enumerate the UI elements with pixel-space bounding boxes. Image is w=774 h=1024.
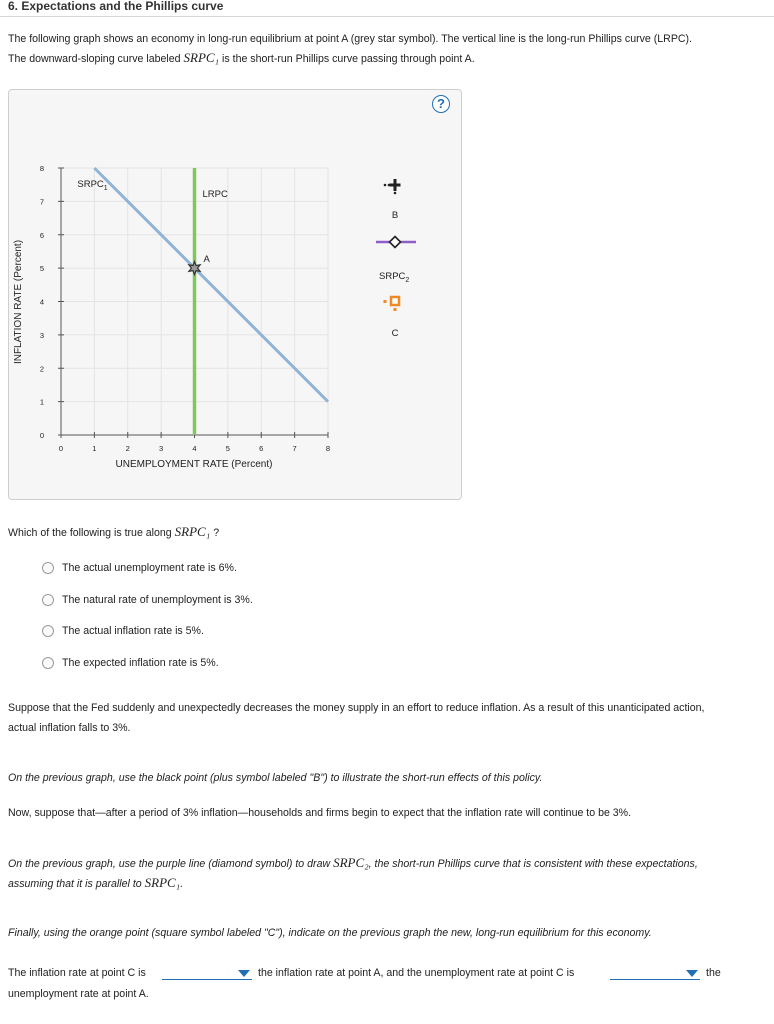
radio-option-4[interactable] [42,654,219,672]
instruction-2-pre: On the previous graph, use the purple line (diamond symbol) to draw [8,858,331,870]
radio-button[interactable] [42,562,54,574]
x-tick-label: 6 [259,444,264,453]
palette-c-dot-1 [384,300,387,303]
final-question-part-3: the [706,967,721,979]
instruction-2-math: SRPC₂ [333,855,369,870]
x-tick-label: 8 [325,444,331,453]
radio-option-label: The natural rate of unemployment is 3%. [62,594,253,606]
instruction-2-line-2-math: SRPC₁ [144,875,181,890]
chevron-down-icon [686,970,698,977]
palette-srpc2-text: SRPC [379,271,406,282]
question-math: SRPC₁ [174,524,211,539]
palette-b-label: B [391,210,399,221]
y-tick-label: 5 [39,264,44,274]
y-tick-label: 3 [39,330,44,340]
palette-srpc2-sub: 2 [405,277,410,284]
instruction-2-post: , the short-run Phillips curve that is consistent with these expectations, [368,858,698,870]
instruction-1: On the previous graph, use the black point (plus symbol labeled "B") to illustrate the short-run effects of this policy. [8,772,543,784]
instruction-3: Finally, using the orange point (square symbol labeled "C"), indicate on the previous graph the new, long-run equilibrium for this economy. [8,927,652,939]
instruction-2-line-2 [8,873,183,894]
srpc1-line[interactable] [94,168,328,402]
y-tick-label: 8 [39,164,44,173]
paragraph-3: Now, suppose that—after a period of 3% inflation—households and firms begin to expect that the inflation rate will continue to be 3%. [8,807,632,819]
srpc1-math: SRPC₁ [183,50,220,65]
palette-srpc2-label [379,271,409,284]
x-tick-label: 3 [159,444,164,453]
palette-point-c[interactable] [384,297,400,311]
radio-option-label: The actual unemployment rate is 6%. [62,562,237,574]
x-tick-label: 7 [292,444,297,453]
radio-option-3[interactable] [42,622,204,640]
x-tick-label: 0 [58,444,64,453]
chevron-down-icon [238,970,250,977]
instruction-2-line-1 [8,853,698,874]
square-icon [391,297,399,305]
palette-srpc2-line[interactable] [376,237,416,248]
y-tick-label: 4 [39,297,44,307]
final-question-line-2: unemployment rate at point A. [8,988,149,1000]
intro-line-2-post: is the short-run Phillips curve passing through point A. [222,53,475,65]
question-post: ? [213,527,220,539]
srpc1-label: $SRPC_1$ [77,179,108,192]
radio-option-label: The actual inflation rate is 5%. [62,625,204,637]
radio-button[interactable] [42,657,54,669]
radio-button[interactable] [42,625,54,637]
x-tick-label: 4 [192,444,197,453]
radio-option-1[interactable] [42,559,237,577]
radio-option-2[interactable] [42,591,253,609]
x-tick-label: 5 [225,444,230,453]
y-axis-label: INFLATION RATE (Percent) [13,239,24,365]
point-a-label: A [203,254,210,266]
inflation-comparison-dropdown[interactable] [162,966,252,980]
paragraph-2-line-1: Suppose that the Fed suddenly and unexpectedly decreases the money supply in an effort to reduce inflation. As a result of this unanticipated action, [8,702,705,714]
instruction-2-line-2-pre: assuming that it is parallel to [8,878,142,890]
x-tick-label: 1 [92,444,97,453]
help-icon[interactable]: ? [432,95,450,113]
plus-icon [390,179,401,191]
srpc1-label-sub: 1 [103,185,108,192]
unemployment-comparison-dropdown[interactable] [610,966,700,980]
y-tick-label: 0 [39,431,44,440]
final-question-part-1: The inflation rate at point C is [8,967,146,979]
x-axis-label: UNEMPLOYMENT RATE (Percent) [115,459,273,470]
question-pre: Which of the following is true along [8,527,172,539]
palette-c-dot-2 [394,308,397,311]
instruction-2-line-2-post: . [180,878,184,890]
final-question-part-2: the inflation rate at point A, and the unemployment rate at point C is [258,967,575,979]
palette-b-dot-3 [394,192,397,195]
x-tick-label: 2 [125,444,130,453]
y-tick-label: 7 [39,197,44,207]
page-heading: 6. Expectations and the Phillips curve [8,0,224,13]
intro-line-2-pre: The downward-sloping curve labeled [8,53,181,65]
axes [40,164,330,453]
y-tick-label: 1 [39,397,44,407]
y-tick-label: 2 [39,364,44,374]
intro-line-1: The following graph shows an economy in long-run equilibrium at point A (grey star symbol). The vertical line is the long-run Phillips curve (LRPC). [8,33,693,45]
paragraph-2-line-2: actual inflation falls to 3%. [8,722,131,734]
diamond-icon [390,237,401,248]
palette-b-dot-1 [384,184,387,187]
y-tick-label: 6 [39,230,44,240]
radio-option-label: The expected inflation rate is 5%. [62,657,219,669]
question-prompt [8,522,219,543]
radio-button[interactable] [42,594,54,606]
lrpc-label: LRPC [202,189,228,200]
palette-c-label: C [391,328,399,339]
palette-point-b[interactable] [384,179,401,194]
